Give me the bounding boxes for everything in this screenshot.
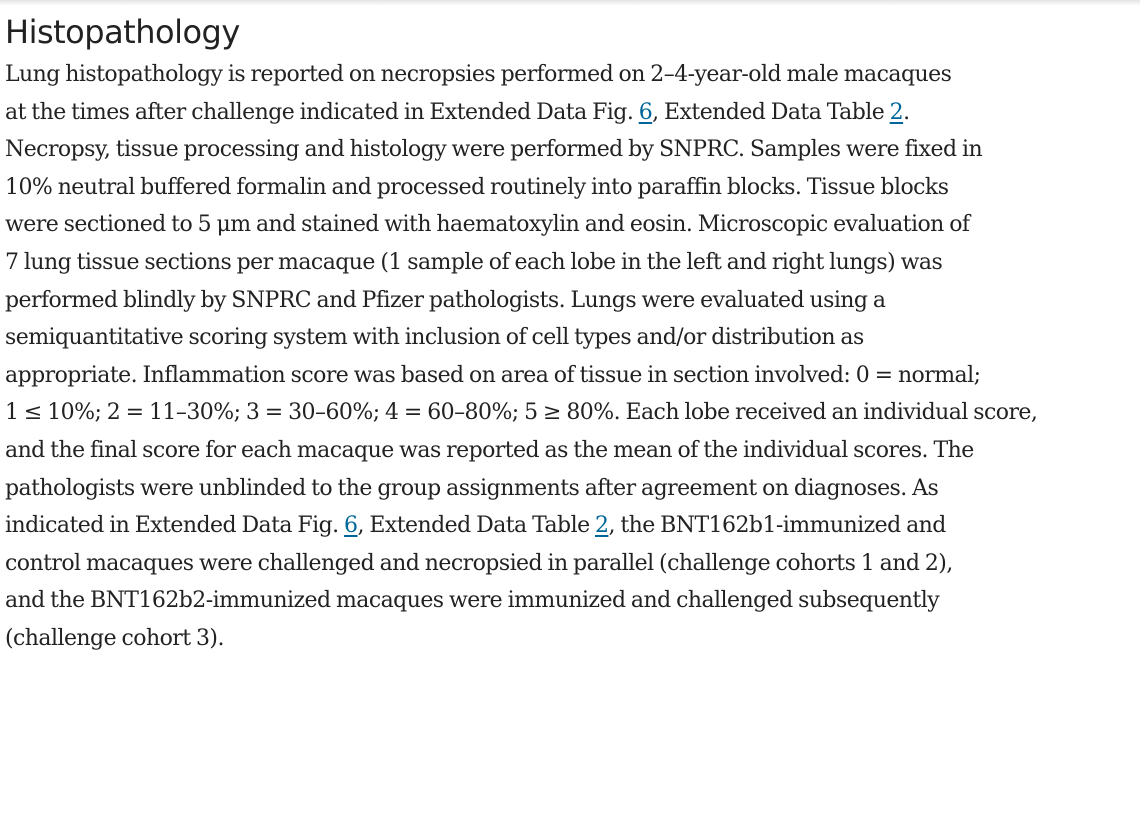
paragraph-line: and the BNT162b2-immunized macaques were immunized and challenged subsequently (5, 588, 940, 614)
extended-data-table-2-link[interactable]: 2 (594, 513, 609, 539)
section-heading: Histopathology (5, 13, 240, 51)
paragraph-line (5, 94, 1137, 132)
paragraph-line: Lung histopathology is reported on necropsies performed on 2–4-year-old male macaques (5, 62, 952, 87)
extended-data-fig-6-link[interactable]: 6 (638, 99, 653, 125)
paragraph-line: (challenge cohort 3). (5, 625, 224, 651)
line-text: at the times after challenge indicated in Extended Data Fig. (5, 99, 639, 125)
paragraph-line: pathologists were unblinded to the group assignments after agreement on diagnoses. As (5, 475, 939, 501)
paragraph-line: 1 ≤ 10%; 2 = 11–30%; 3 = 30–60%; 4 = 60–80%; 5 ≥ 80%. Each lobe received an individual score, (5, 400, 1038, 426)
paragraph-line: semiquantitative scoring system with inclusion of cell types and/or distribution as (5, 325, 864, 351)
paragraph-line: were sectioned to 5 μm and stained with haematoxylin and eosin. Microscopic evaluation of (5, 212, 970, 238)
line-text: . (903, 99, 910, 125)
top-shadow (0, 0, 1140, 6)
paragraph-line: and the final score for each macaque was reported as the mean of the individual scores. The (5, 437, 974, 463)
paragraph-line: 10% neutral buffered formalin and processed routinely into paraffin blocks. Tissue blocks (5, 174, 949, 200)
paragraph-line: performed blindly by SNPRC and Pfizer pathologists. Lungs were evaluated using a (5, 287, 886, 313)
paragraph-line: control macaques were challenged and necropsied in parallel (challenge cohorts 1 and 2), (5, 550, 953, 576)
extended-data-table-2-link[interactable]: 2 (889, 99, 904, 125)
extended-data-fig-6-link[interactable]: 6 (344, 513, 358, 539)
paragraph-line: Necropsy, tissue processing and histology were performed by SNPRC. Samples were fixed in (5, 137, 983, 163)
line-text: , Extended Data Table (652, 99, 890, 125)
paragraph-line: 7 lung tissue sections per macaque (1 sample of each lobe in the left and right lungs) was (5, 249, 943, 275)
paragraph-line (5, 507, 1137, 545)
line-text: , Extended Data Table (357, 513, 595, 539)
line-text: indicated in Extended Data Fig. (5, 513, 345, 539)
paragraph-line: appropriate. Inflammation score was based on area of tissue in section involved: 0 = normal; (5, 362, 981, 388)
line-text: , the BNT162b1-immunized and (608, 513, 946, 539)
histopathology-section (5, 8, 1137, 658)
paragraph (5, 56, 1137, 658)
